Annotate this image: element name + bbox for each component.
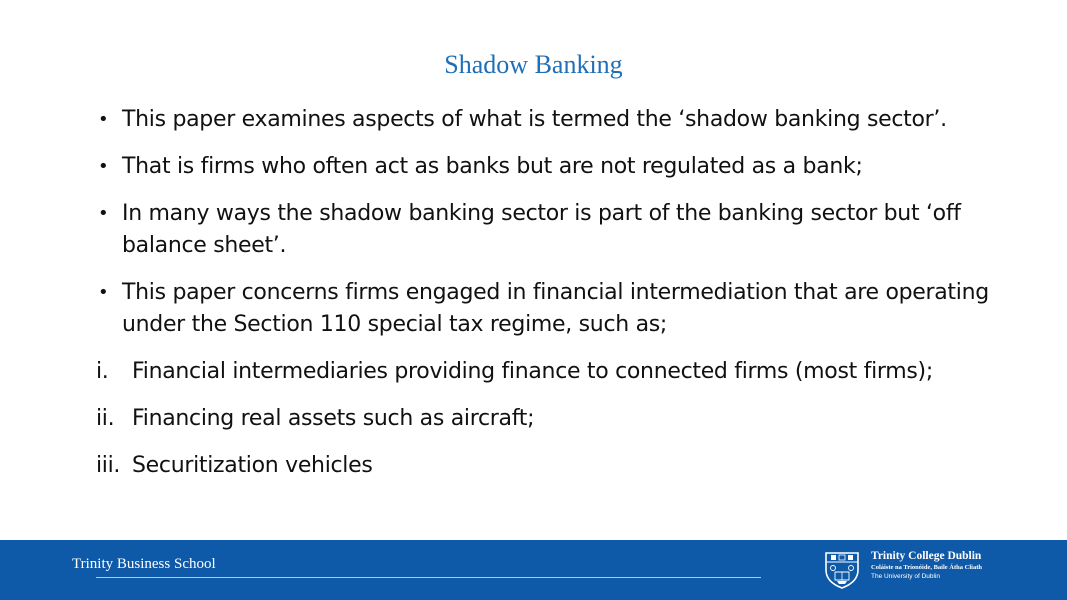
numbered-item — [96, 403, 996, 435]
university-crest-icon — [822, 550, 862, 590]
bullet-text: This paper examines aspects of what is termed the ‘shadow banking sector’. — [122, 107, 947, 132]
bullet-item — [96, 198, 996, 262]
numbered-item — [96, 450, 996, 482]
bullet-text: This paper concerns firms engaged in financial intermediation that are operating under the Section 110 special tax regime, such as; — [122, 280, 989, 337]
footer-school-name: Trinity Business School — [72, 556, 216, 572]
slide-content — [96, 104, 996, 497]
slide-title: Shadow Banking — [444, 50, 623, 79]
bullet-marker: • — [98, 109, 109, 130]
bullet-text: In many ways the shadow banking sector is part of the banking sector but ‘off balance sheet’. — [122, 201, 961, 258]
numbered-marker: ii. — [96, 406, 115, 431]
bullet-item — [96, 277, 996, 341]
numbered-marker: i. — [96, 359, 109, 384]
bullet-text: That is firms who often act as banks but are not regulated as a bank; — [122, 154, 863, 179]
numbered-item — [96, 356, 996, 388]
logo-irish-name: Coláiste na Tríonóide, Baile Átha Cliath — [871, 564, 982, 571]
numbered-text: Securitization vehicles — [132, 453, 373, 478]
bullet-item — [96, 151, 996, 183]
bullet-marker: • — [98, 156, 109, 177]
numbered-marker: iii. — [96, 453, 121, 478]
bullet-marker: • — [98, 203, 109, 224]
bullet-marker: • — [98, 282, 109, 303]
numbered-text: Financing real assets such as aircraft; — [132, 406, 535, 431]
numbered-text: Financial intermediaries providing finance to connected firms (most firms); — [132, 359, 933, 384]
logo-name: Trinity College Dublin — [871, 550, 982, 562]
footer-bar — [0, 540, 1067, 600]
bullet-item — [96, 104, 996, 136]
logo-subtitle: The University of Dublin — [871, 573, 940, 580]
footer-divider — [96, 577, 761, 578]
